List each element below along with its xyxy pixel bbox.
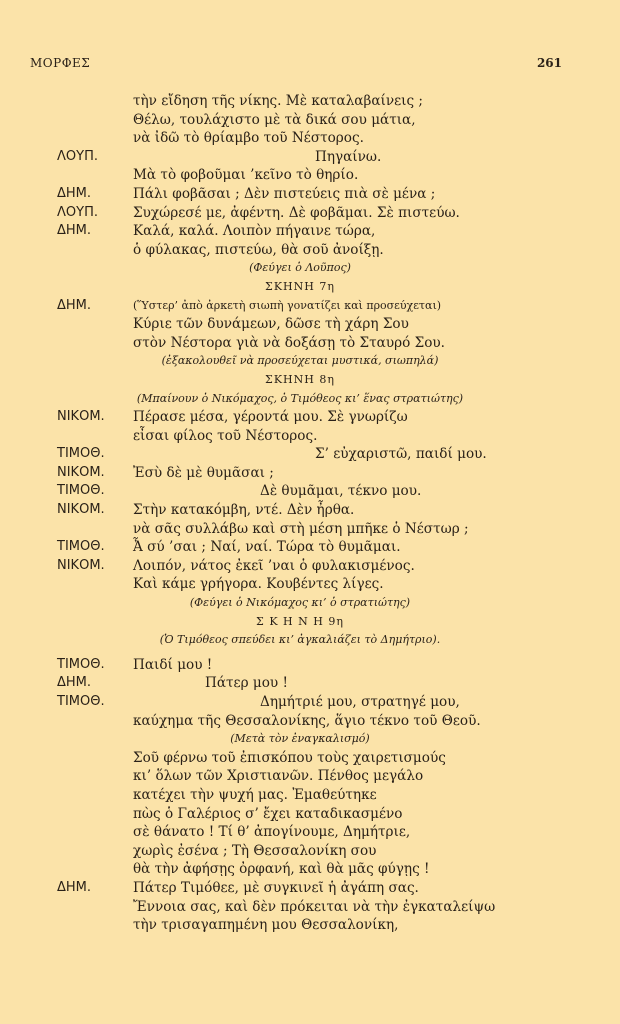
speaker-name: ΛΟΥΠ. xyxy=(57,204,98,220)
speaker-name: ΔΗΜ. xyxy=(57,185,92,201)
speaker-name: ΝΙΚΟΜ. xyxy=(57,464,105,480)
dialogue-text: Ἆ σύ ’σαι ; Ναί, ναί. Τώρα τὸ θυμᾶμαι. xyxy=(133,539,401,556)
stage-direction-text: (ἐξακολουθεῖ νὰ προσεύχεται μυστικά, σιωπηλά) xyxy=(161,354,439,368)
dialogue-text: (Ὕστερ’ ἀπὸ ἀρκετὴ σιωπὴ γονατίζει καὶ προσεύχεται) xyxy=(133,298,442,312)
speaker-name: ΛΟΥΠ. xyxy=(57,148,98,164)
dialogue-line xyxy=(0,767,620,786)
dialogue-line xyxy=(0,538,620,557)
dialogue-text: Λοιπόν, νάτος ἐκεῖ ’ναι ὁ φυλακισμένος. xyxy=(133,557,415,574)
dialogue-line xyxy=(0,693,620,712)
speaker-name: ΤΙΜΟΘ. xyxy=(57,694,105,709)
dialogue-line xyxy=(0,842,620,861)
dialogue-text: Πηγαίνω. xyxy=(315,148,382,165)
dialogue-line xyxy=(0,879,620,898)
dialogue-line xyxy=(0,297,620,316)
dialogue-line xyxy=(0,860,620,879)
dialogue-text: νὰ ἰδῶ τὸ θρίαμβο τοῦ Νέστορος. xyxy=(133,130,364,147)
scene-heading xyxy=(0,613,620,632)
dialogue-text: Συχώρεσέ με, ἀφέντη. Δὲ φοβᾶμαι. Σὲ πιστεύω. xyxy=(133,204,460,221)
dialogue-line xyxy=(0,786,620,805)
speaker-name: ΤΙΜΟΘ. xyxy=(57,539,105,555)
dialogue-text: Κύριε τῶν δυνάμεων, δῶσε τὴ χάρη Σου xyxy=(133,316,409,333)
scene-heading-text: ΣΚΗΝΗ 8η xyxy=(265,372,335,386)
dialogue-line xyxy=(0,916,620,935)
dialogue-line xyxy=(0,823,620,842)
dialogue-line xyxy=(0,92,620,111)
dialogue-line xyxy=(0,520,620,539)
dialogue-text: ὁ φύλακας, πιστεύω, θὰ σοῦ ἀνοίξῃ. xyxy=(133,241,384,258)
scene-heading-text: ΣΚΗΝΗ 7η xyxy=(265,279,335,293)
speaker-name: ΤΙΜΟΘ. xyxy=(57,656,105,672)
dialogue-line xyxy=(0,315,620,334)
dialogue-line xyxy=(0,557,620,576)
stage-direction xyxy=(0,730,620,749)
stage-direction-text: (Ὁ Τιμόθεος σπεύδει κι’ ἀγκαλιάζει τὸ Δημήτριο). xyxy=(159,633,441,647)
dialogue-line xyxy=(0,501,620,520)
dialogue-text: Πάτερ Τιμόθεε, μὲ συγκινεῖ ἡ ἀγάπη σας. xyxy=(133,879,419,896)
stage-direction-text: (Φεύγει ὁ Λοῦπος) xyxy=(249,261,351,275)
page-header xyxy=(30,56,562,76)
dialogue-text: χωρὶς ἐσένα ; Τὴ Θεσσαλονίκη σου xyxy=(133,842,377,859)
speaker-name: ΔΗΜ. xyxy=(57,297,92,313)
dialogue-text: Δὲ θυμᾶμαι, τέκνο μου. xyxy=(260,483,422,500)
dialogue-line xyxy=(0,222,620,241)
dialogue-text: καύχημα τῆς Θεσσαλονίκης, ἅγιο τέκνο τοῦ Θεοῦ. xyxy=(133,712,481,729)
dialogue-text: στὸν Νέστορα γιὰ νὰ δοξάσῃ τὸ Σταυρό Σου. xyxy=(133,334,445,351)
stage-direction xyxy=(0,352,620,371)
scene-heading-text: Σ Κ Η Ν Η 9η xyxy=(256,614,344,628)
dialogue-line xyxy=(0,148,620,167)
dialogue-line xyxy=(0,805,620,824)
dialogue-text: Πάλι φοβᾶσαι ; Δὲν πιστεύεις πιὰ σὲ μένα ; xyxy=(133,185,436,202)
dialogue-text: Παιδί μου ! xyxy=(133,656,213,673)
dialogue-line xyxy=(0,129,620,148)
dialogue-line xyxy=(0,204,620,223)
page-number: 261 xyxy=(536,56,562,70)
dialogue-text: σὲ θάνατο ! Τί θ’ ἀπογίνουμε, Δημήτριε, xyxy=(133,824,411,841)
dialogue-text: Σοῦ φέρνω τοῦ ἐπισκόπου τοὺς χαιρετισμούς xyxy=(133,749,446,766)
stage-direction-text: (Φεύγει ὁ Νικόμαχος κι’ ὁ στρατιώτης) xyxy=(189,596,411,610)
scene-heading xyxy=(0,371,620,390)
speaker-name: ΔΗΜ. xyxy=(57,879,92,895)
running-title: ΜΟΡΦΕΣ xyxy=(30,56,91,70)
dialogue-line xyxy=(0,674,620,693)
dialogue-text: Πάτερ μου ! xyxy=(205,675,288,692)
speaker-name: ΔΗΜ. xyxy=(57,223,92,239)
dialogue-text: Σ’ εὐχαριστῶ, παιδί μου. xyxy=(315,446,487,463)
stage-direction xyxy=(0,594,620,613)
speaker-name: ΤΙΜΟΘ. xyxy=(57,483,105,499)
dialogue-line xyxy=(0,185,620,204)
dialogue-text: κατέχει τὴν ψυχή μας. Ἐμαθεύτηκε xyxy=(133,786,377,803)
dialogue-text: Ἐσὺ δὲ μὲ θυμᾶσαι ; xyxy=(133,464,274,481)
stage-direction-text: (Μπαίνουν ὁ Νικόμαχος, ὁ Τιμόθεος κι’ ἕνας στρατιώτης) xyxy=(136,391,464,405)
dialogue-line xyxy=(0,482,620,501)
speaker-name: ΝΙΚΟΜ. xyxy=(57,557,105,573)
speaker-name: ΔΗΜ. xyxy=(57,675,92,691)
stage-direction-text: (Μετὰ τὸν ἐναγκαλισμό) xyxy=(230,732,370,746)
dialogue-text: θὰ τὴν ἀφήσῃς ὀρφανή, καὶ θὰ μᾶς φύγῃς ! xyxy=(133,861,430,878)
dialogue-text: Ἔννοια σας, καὶ δὲν πρόκειται νὰ τὴν ἐγκαταλείψω xyxy=(133,898,496,915)
dialogue-line xyxy=(0,241,620,260)
stage-direction xyxy=(0,259,620,278)
dialogue-line xyxy=(0,334,620,353)
dialogue-text: Μὰ τὸ φοβοῦμαι ’κεῖνο τὸ θηρίο. xyxy=(133,167,359,184)
dialogue-line xyxy=(0,464,620,483)
dialogue-text: εἶσαι φίλος τοῦ Νέστορος. xyxy=(133,427,318,444)
stage-direction xyxy=(0,631,620,650)
dialogue-line xyxy=(0,575,620,594)
dialogue-line xyxy=(0,656,620,675)
dialogue-line xyxy=(0,111,620,130)
dialogue-text: Καλά, καλά. Λοιπὸν πήγαινε τώρα, xyxy=(133,223,376,240)
dialogue-line xyxy=(0,445,620,464)
dialogue-line xyxy=(0,749,620,768)
dialogue-text: κι’ ὅλων τῶν Χριστιανῶν. Πένθος μεγάλο xyxy=(133,768,424,785)
dialogue-text: Καὶ κάμε γρήγορα. Κουβέντες λίγες. xyxy=(133,576,384,593)
play-text xyxy=(0,92,620,935)
speaker-name: ΤΙΜΟΘ. xyxy=(57,446,105,462)
dialogue-text: Πέρασε μέσα, γέροντά μου. Σὲ γνωρίζω xyxy=(133,409,408,426)
speaker-name: ΝΙΚΟΜ. xyxy=(57,409,105,425)
dialogue-text: τὴν εἴδηση τῆς νίκης. Μὲ καταλαβαίνεις ; xyxy=(133,93,424,109)
dialogue-text: νὰ σᾶς συλλάβω καὶ στὴ μέση μπῆκε ὁ Νέστωρ ; xyxy=(133,520,469,537)
dialogue-text: Στὴν κατακόμβη, ντέ. Δὲν ἦρθα. xyxy=(133,502,355,519)
dialogue-text: Θέλω, τουλάχιστο μὲ τὰ δικά σου μάτια, xyxy=(133,111,416,128)
dialogue-line xyxy=(0,166,620,185)
dialogue-line xyxy=(0,408,620,427)
dialogue-text: Δημήτριέ μου, στρατηγέ μου, xyxy=(260,694,460,710)
speaker-name: ΝΙΚΟΜ. xyxy=(57,502,105,518)
dialogue-line xyxy=(0,898,620,917)
dialogue-text: τὴν τρισαγαπημένη μου Θεσσαλονίκη, xyxy=(133,917,399,934)
dialogue-text: πὼς ὁ Γαλέριος σ’ ἔχει καταδικασμένο xyxy=(133,805,403,822)
scene-heading xyxy=(0,278,620,297)
stage-direction xyxy=(0,390,620,409)
dialogue-line xyxy=(0,712,620,731)
dialogue-line xyxy=(0,427,620,446)
